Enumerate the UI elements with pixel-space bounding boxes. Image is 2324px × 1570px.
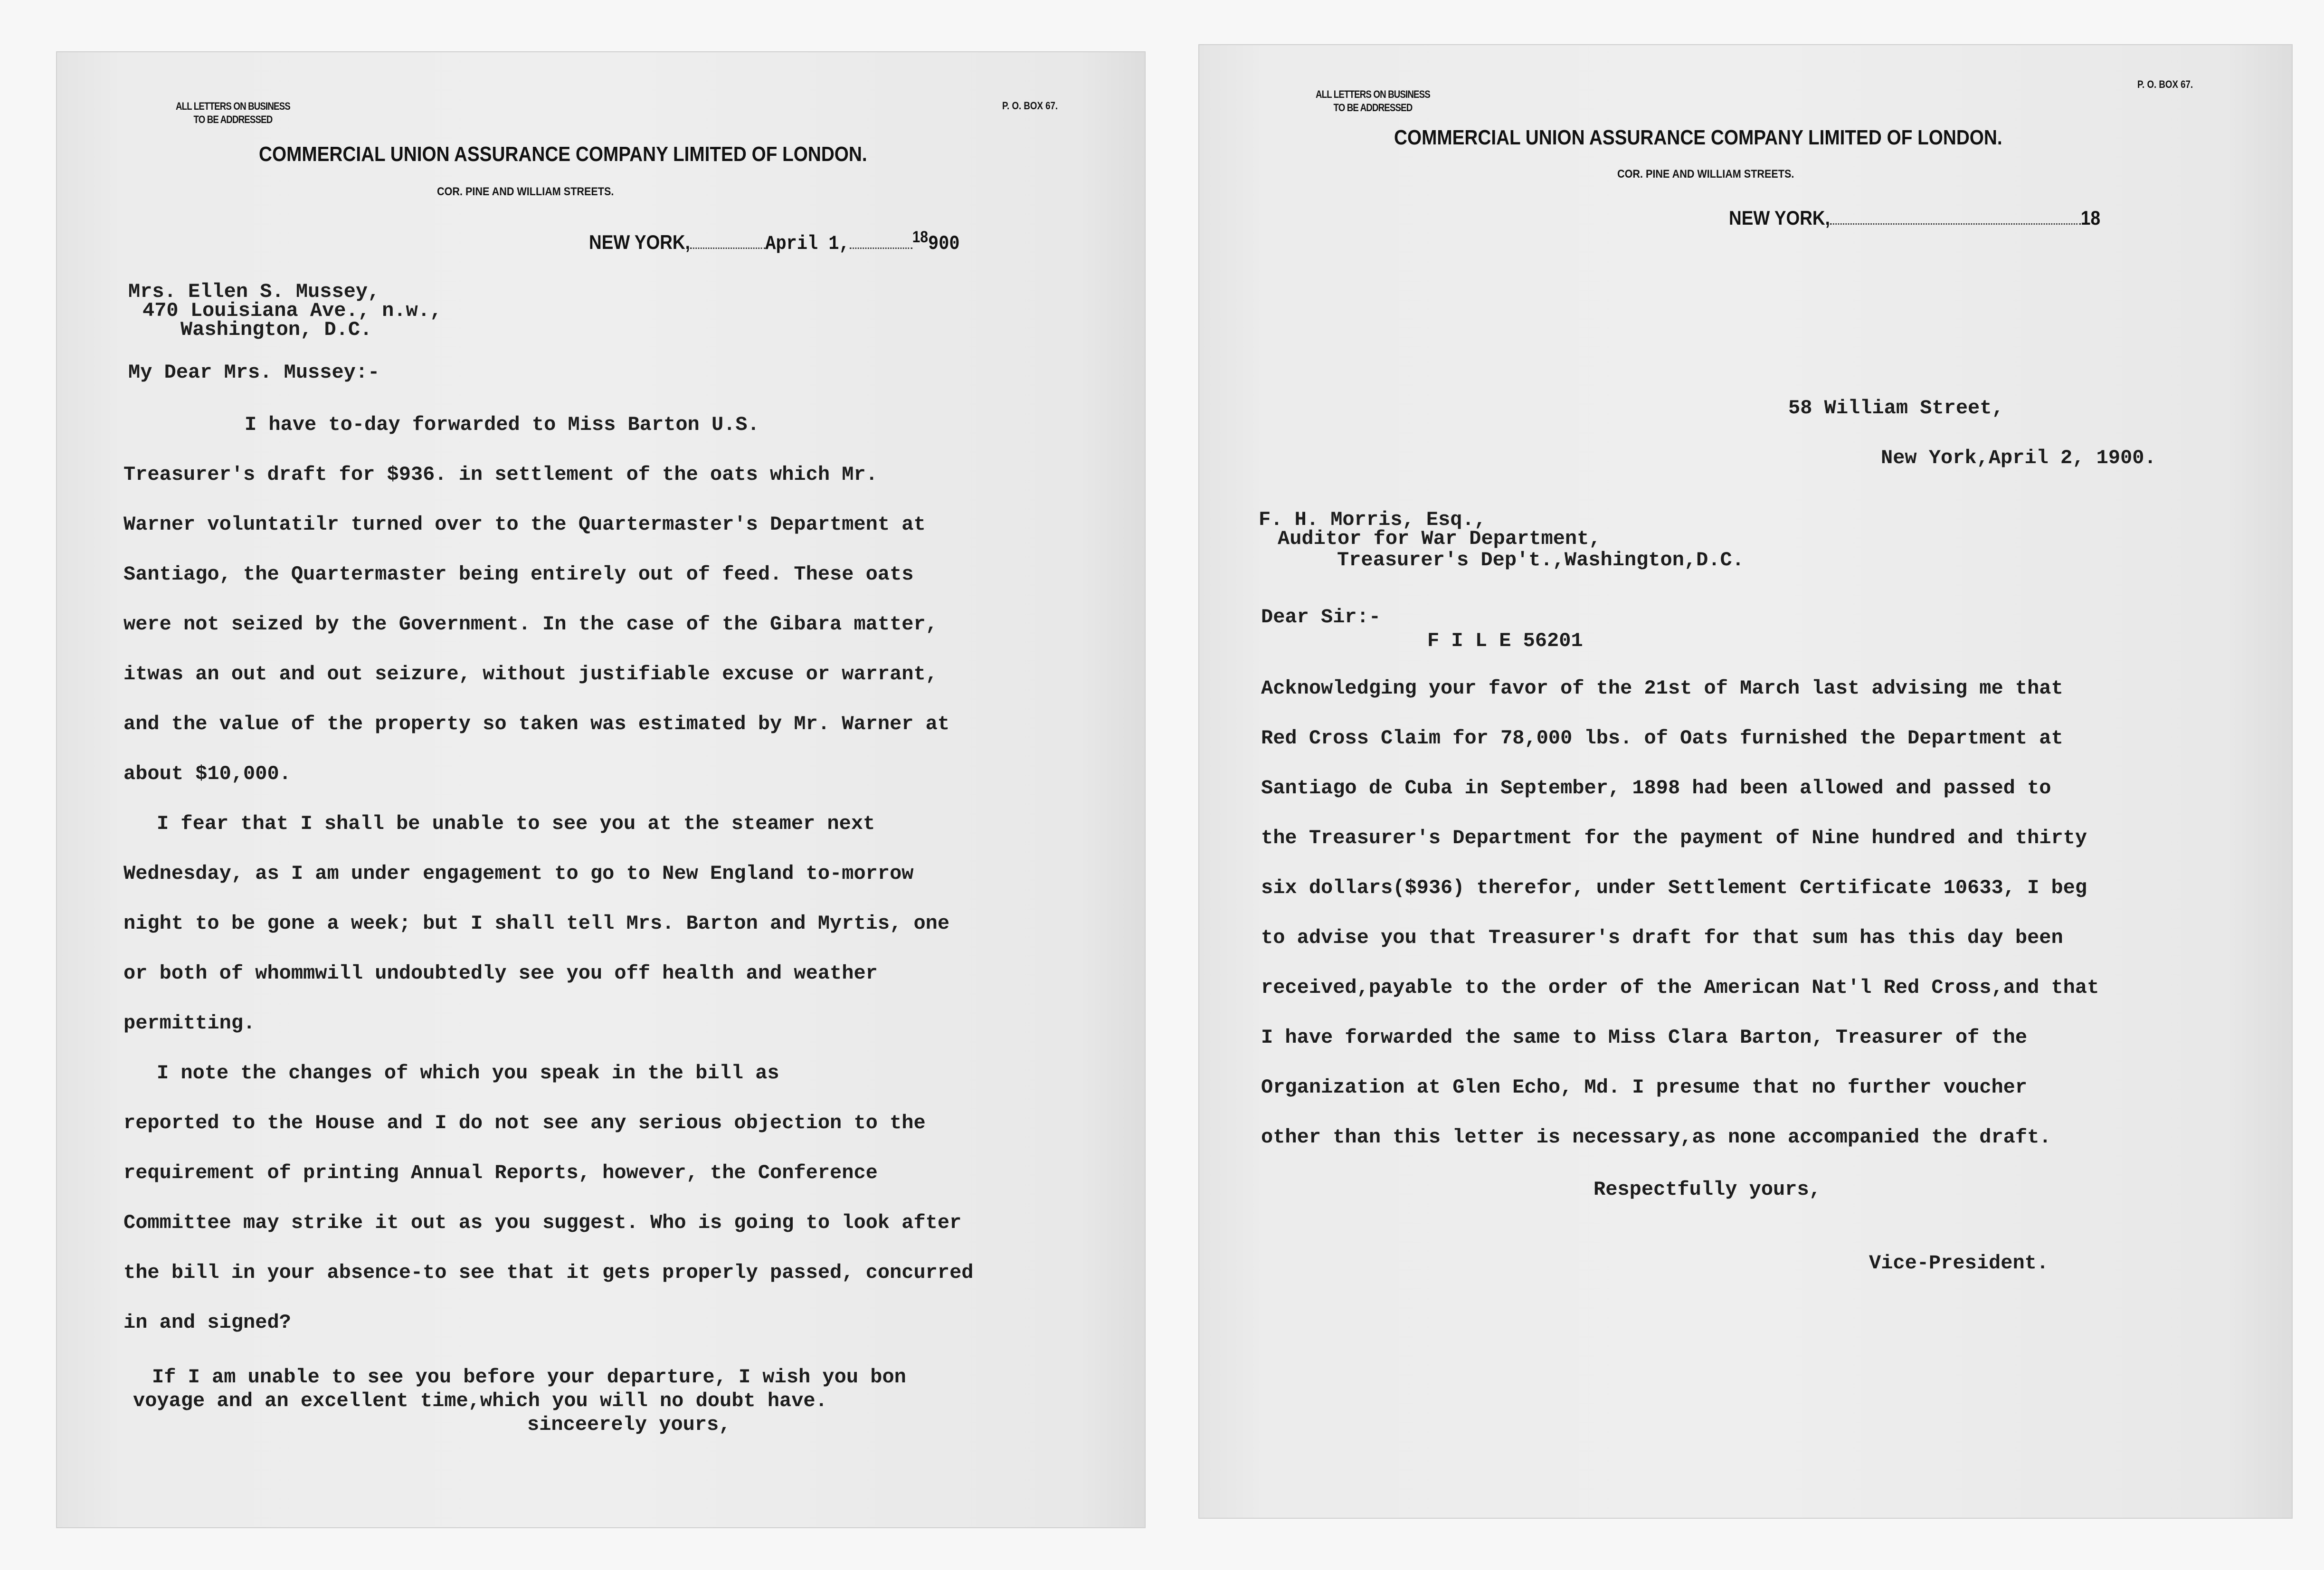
file-reference: F I L E 56201 xyxy=(1427,629,1583,652)
body-line: Committee may strike it out as you suggest. Who is going to look after xyxy=(123,1211,962,1234)
recipient-line: Mrs. Ellen S. Mussey, xyxy=(128,280,380,303)
body-line: Warner voluntatilr turned over to the Quartermaster's Department at xyxy=(123,513,926,536)
body-line: six dollars($936) therefor, under Settlement Certificate 10633, I beg xyxy=(1261,876,2087,899)
body-line: the bill in your absence-to see that it gets properly passed, concurred xyxy=(123,1261,974,1284)
dateline xyxy=(589,228,960,255)
typed-year: 900 xyxy=(928,232,960,255)
salutation: My Dear Mrs. Mussey:- xyxy=(128,361,380,384)
po-box: P. O. BOX 67. xyxy=(2137,78,2193,90)
company-street: COR. PINE AND WILLIAM STREETS. xyxy=(437,185,614,198)
body-line: permitting. xyxy=(123,1012,256,1035)
body-line: about $10,000. xyxy=(123,762,291,785)
po-box: P. O. BOX 67. xyxy=(1002,100,1058,112)
body-line: reported to the House and I do not see any serious objection to the xyxy=(123,1112,926,1134)
body-line: voyage and an excellent time,which you will no doubt have. xyxy=(133,1389,827,1412)
salutation: Dear Sir:- xyxy=(1261,606,1381,628)
body-line: Organization at Glen Echo, Md. I presume that no further voucher xyxy=(1261,1076,2028,1099)
dateline xyxy=(1729,207,2100,229)
year-prefix: 18 xyxy=(2080,207,2101,229)
body-line: Red Cross Claim for 78,000 lbs. of Oats furnished the Department at xyxy=(1261,727,2063,750)
address-note-line: ALL LETTERS ON BUSINESS xyxy=(176,100,290,112)
closing: Respectfully yours, xyxy=(1594,1178,1821,1201)
body-line: other than this letter is necessary,as none accompanied the draft. xyxy=(1261,1126,2051,1149)
body-line: If I am unable to see you before your departure, I wish you bon xyxy=(152,1366,906,1389)
body-line: I fear that I shall be unable to see you at the steamer next xyxy=(157,812,875,835)
address-note-line: TO BE ADDRESSED xyxy=(193,114,273,125)
date-rule xyxy=(690,247,765,249)
body-line: Acknowledging your favor of the 21st of March last advising me that xyxy=(1261,677,2063,700)
body-line: Treasurer's draft for $936. in settlement of the oats which Mr. xyxy=(123,463,878,486)
recipient-line: Washington, D.C. xyxy=(180,318,372,341)
signature-title: Vice-President. xyxy=(1869,1252,2049,1275)
recipient-line: Auditor for War Department, xyxy=(1278,527,1601,550)
body-line: I have forwarded the same to Miss Clara Barton, Treasurer of the xyxy=(1261,1026,2028,1049)
body-line: I have to-day forwarded to Miss Barton U.S. xyxy=(245,413,759,436)
letterhead-address-note xyxy=(1316,88,1430,114)
company-name: COMMERCIAL UNION ASSURANCE COMPANY LIMITED OF LONDON. xyxy=(259,143,867,166)
company-street: COR. PINE AND WILLIAM STREETS. xyxy=(1617,168,1794,181)
body-line: Santiago de Cuba in September, 1898 had been allowed and passed to xyxy=(1261,777,2051,799)
city-label: NEW YORK, xyxy=(1729,207,1830,229)
year-prefix: 18 xyxy=(912,228,929,246)
typed-date: April 1, xyxy=(765,232,850,255)
letter-page-right xyxy=(1199,45,2292,1518)
body-line: to advise you that Treasurer's draft for that sum has this day been xyxy=(1261,926,2063,949)
sender-street: 58 William Street, xyxy=(1788,397,2004,419)
letterhead-address-note xyxy=(176,100,290,126)
sender-date: New York,April 2, 1900. xyxy=(1881,447,2156,469)
body-line: or both of whommwill undoubtedly see you off health and weather xyxy=(123,962,878,985)
address-note-line: TO BE ADDRESSED xyxy=(1333,102,1413,114)
body-line: were not seized by the Government. In the case of the Gibara matter, xyxy=(123,613,938,636)
recipient-line: 470 Louisiana Ave., n.w., xyxy=(142,299,442,322)
body-line: I note the changes of which you speak in the bill as xyxy=(157,1062,779,1085)
body-line: and the value of the property so taken was estimated by Mr. Warner at xyxy=(123,713,950,735)
body-line: night to be gone a week; but I shall tell Mrs. Barton and Myrtis, one xyxy=(123,912,950,935)
city-label: NEW YORK, xyxy=(589,231,690,253)
body-line: Wednesday, as I am under engagement to go to New England to-morrow xyxy=(123,862,914,885)
recipient-line: Treasurer's Dep't.,Washington,D.C. xyxy=(1337,549,1744,571)
company-name: COMMERCIAL UNION ASSURANCE COMPANY LIMITED OF LONDON. xyxy=(1394,126,2002,149)
body-line: the Treasurer's Department for the payment of Nine hundred and thirty xyxy=(1261,827,2087,849)
recipient-line: F. H. Morris, Esq., xyxy=(1259,508,1486,531)
address-note-line: ALL LETTERS ON BUSINESS xyxy=(1316,88,1430,100)
date-rule xyxy=(1830,223,2081,225)
date-rule xyxy=(850,247,912,249)
body-line: requirement of printing Annual Reports, however, the Conference xyxy=(123,1161,878,1184)
body-line: itwas an out and out seizure, without justifiable excuse or warrant, xyxy=(123,663,938,685)
closing: sinceerely yours, xyxy=(527,1413,731,1436)
body-line: Santiago, the Quartermaster being entirely out of feed. These oats xyxy=(123,563,914,586)
letter-page-left xyxy=(57,52,1145,1527)
body-line: received,payable to the order of the American Nat'l Red Cross,and that xyxy=(1261,976,2099,999)
body-line: in and signed? xyxy=(123,1311,291,1334)
